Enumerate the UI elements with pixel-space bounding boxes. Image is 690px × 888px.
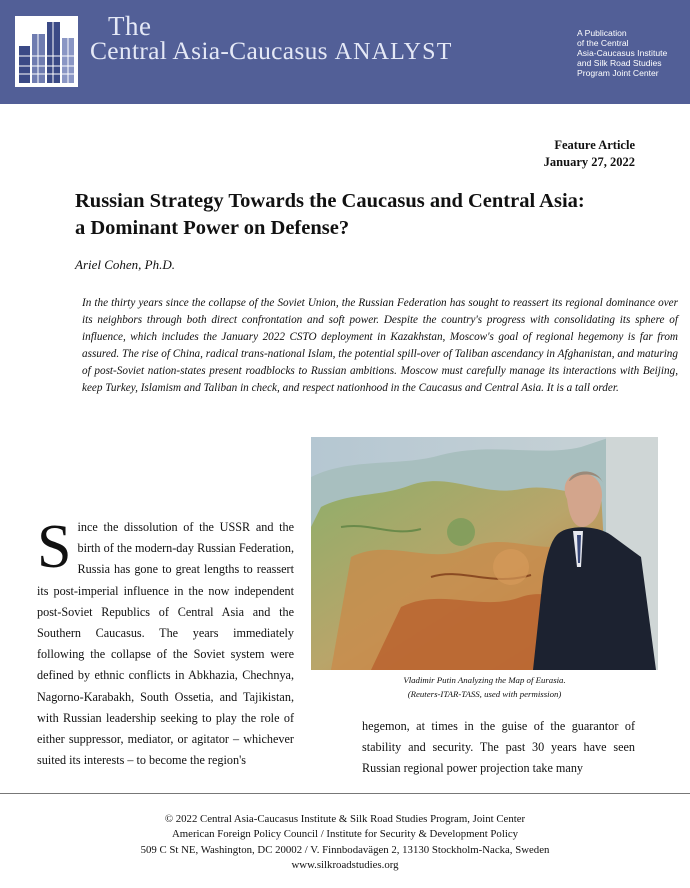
footer-website-link[interactable]: www.silkroadstudies.org [291, 859, 399, 872]
body-column-right [362, 716, 635, 780]
publication-note-line: of the Central [577, 38, 629, 48]
institute-logo-icon [15, 16, 78, 87]
publication-note [577, 28, 689, 78]
footer-address: 509 C St NE, Washington, DC 20002 / V. Finnbodavägen 2, 13130 Stockholm-Nacka, Sweden [140, 843, 550, 856]
article-date: January 27, 2022 [543, 155, 635, 169]
photo-caption-line2: (Reuters-ITAR-TASS, used with permission) [407, 689, 562, 699]
brand-name [90, 38, 453, 64]
header-banner [0, 0, 690, 104]
footer-affiliations: American Foreign Policy Council / Institute for Security & Development Policy [171, 828, 519, 841]
publication-note-line: and Silk Road Studies [577, 58, 662, 68]
article-photo [311, 437, 658, 670]
body-column-left [37, 513, 294, 771]
body-text-right: hegemon, at times in the guise of the guarantor of stability and security. The past 30 years have seen Russian regional power projection take many [362, 719, 635, 776]
photo-caption-line1: Vladimir Putin Analyzing the Map of Eurasia. [403, 675, 566, 685]
article-author: Ariel Cohen, Ph.D. [75, 257, 176, 272]
article-type-label: Feature Article [554, 138, 635, 152]
footer-copyright: © 2022 Central Asia-Caucasus Institute & Silk Road Studies Program, Joint Center [164, 813, 526, 825]
brand-name-main: Central Asia-Caucasus [90, 36, 328, 65]
publication-note-line: A Publication [577, 28, 627, 38]
publication-note-line: Program Joint Center [577, 68, 659, 78]
footer-divider [0, 793, 690, 794]
publication-note-line: Asia-Caucasus Institute [577, 48, 668, 58]
article-abstract: In the thirty years since the collapse of the Soviet Union, the Russian Federation has sought to reassert its regional dominance over its neighbors through both direct confrontation and soft power. Despite the country's progress with consolidating its sphere of influence, which includes the January 2022 CSTO deployment in Kazakhstan, Moscow's goal of regional hegemony is far from assured. The rise of China, radical trans-national Islam, the potential spill-over of Taliban ascendancy in Afghanistan, and maturing of post-Soviet nation-states present roadblocks to Russian ambitions. Moscow must carefully manage its interactions with Beijing, keep Turkey, Islamism and Taliban in check, and respect nationhood in the Caucasus and Central Asia. It is a tall order. [82, 297, 678, 394]
article-title: Russian Strategy Towards the Caucasus and Central Asia: a Dominant Power on Defense? [75, 190, 585, 239]
brand-the: The [108, 11, 152, 41]
brand-name-caps: ANALYST [334, 39, 453, 65]
body-text-left: ince the dissolution of the USSR and the birth of the modern-day Russian Federation, Russia has gone to great lengths to reassert its post-imperial influence in the now independent post-Soviet Republics of Central Asia and the Southern Caucasus. The years immediately following the collapse of the Soviet system were defined by ethnic conflicts in Abkhazia, Chechnya, Nagorno-Karabakh, South Ossetia, and Tajikistan, with Russian leadership seeking to play the role of either suppressor, mediator, or agitator – whichever suited its interests – to become the region's [37, 520, 294, 768]
photo-caption [311, 673, 658, 701]
map-photo-illustration [311, 437, 658, 670]
page-footer [0, 812, 690, 874]
drop-cap: S [37, 513, 72, 581]
